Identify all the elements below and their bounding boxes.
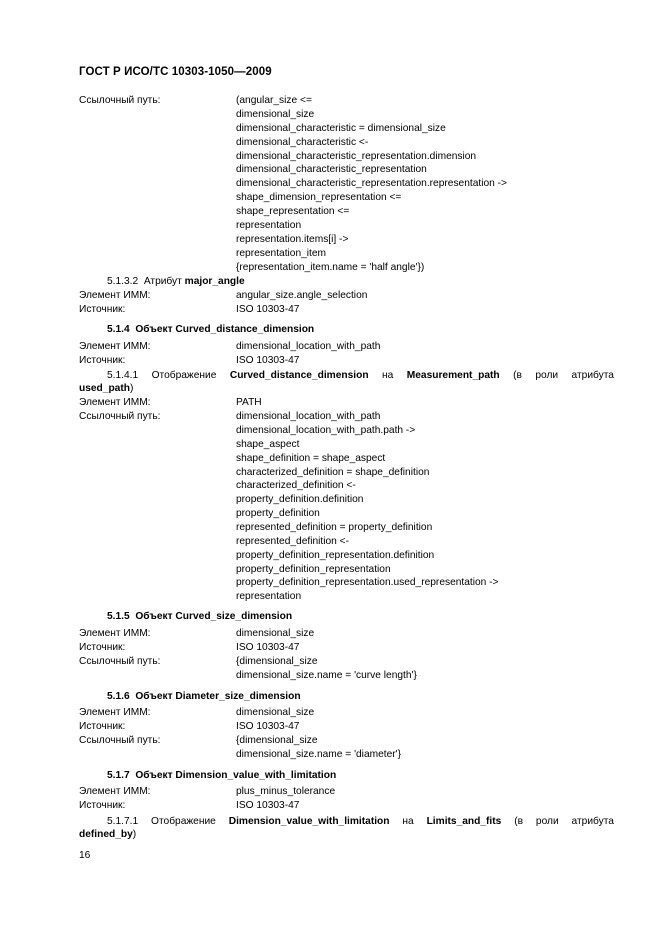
subsection-5-1-7-1 — [107, 815, 614, 828]
ref-path-label: Ссылочный путь: — [79, 656, 161, 667]
subsection-5-1-4-1 — [107, 369, 614, 382]
subsection-5-1-3-2 — [107, 275, 245, 288]
subsection-number: 5.1.3.2 — [107, 276, 139, 287]
path-line: dimensional_size — [236, 109, 315, 120]
subsection-prefix: Атрибут — [143, 276, 182, 287]
path-line: represented_definition <- — [236, 536, 349, 547]
path-line: dimensional_characteristic_representation.representation -> — [236, 178, 507, 189]
text-word: роли — [535, 816, 559, 827]
text-word: (в — [513, 370, 522, 381]
path-line: dimensional_size.name = 'curve length'} — [236, 670, 417, 681]
text-word: роли — [535, 370, 559, 381]
text-word: атрибута — [571, 370, 614, 381]
section-5-1-7 — [107, 769, 336, 782]
path-line: dimensional_characteristic_representation.dimension — [236, 151, 477, 162]
element-label: Элемент ИММ: — [79, 397, 151, 408]
closing-paren: ) — [132, 829, 137, 840]
text-word: на — [402, 816, 414, 827]
text-word: (в — [514, 816, 524, 827]
attribute-name: major_angle — [184, 276, 245, 287]
source-value: ISO 10303-47 — [236, 355, 300, 366]
source-label: Источник: — [79, 800, 126, 811]
text-word: Отображение — [151, 370, 217, 381]
path-line: characterized_definition = shape_definition — [236, 467, 430, 478]
attribute-name: defined_by — [79, 829, 133, 840]
source-label: Источник: — [79, 355, 126, 366]
entity-name: Curved_distance_dimension — [229, 370, 369, 381]
text-word: Отображение — [151, 816, 216, 827]
path-line: property_definition_representation.definition — [236, 550, 435, 561]
section-title: Объект Curved_distance_dimension — [135, 324, 315, 335]
path-line: dimensional_characteristic = dimensional_size — [236, 123, 446, 134]
section-number: 5.1.4 — [107, 324, 130, 335]
path-line: characterized_definition <- — [236, 480, 356, 491]
path-line: dimensional_location_with_path — [236, 411, 381, 422]
element-value: dimensional_location_with_path — [236, 341, 381, 352]
section-5-1-4 — [107, 323, 314, 336]
section-title: Объект Curved_size_dimension — [135, 611, 293, 622]
path-line: shape_dimension_representation <= — [236, 192, 402, 203]
entity-name: Limits_and_fits — [426, 816, 502, 827]
source-value: ISO 10303-47 — [236, 304, 300, 315]
path-line: representation_item — [236, 248, 327, 259]
entity-name: Measurement_path — [406, 370, 500, 381]
text-word: на — [382, 370, 394, 381]
path-line: {dimensional_size — [236, 735, 318, 746]
source-value: ISO 10303-47 — [236, 642, 300, 653]
source-label: Источник: — [79, 642, 126, 653]
element-label: Элемент ИММ: — [79, 786, 151, 797]
element-label: Элемент ИММ: — [79, 707, 151, 718]
element-label: Элемент ИММ: — [79, 290, 151, 301]
subsection-number: 5.1.7.1 — [107, 816, 139, 827]
section-title: Объект Diameter_size_dimension — [135, 691, 301, 702]
path-line: (angular_size <= — [236, 95, 312, 106]
continuation-line — [79, 382, 133, 395]
path-line: dimensional_characteristic <- — [236, 137, 369, 148]
path-line: {dimensional_size — [236, 656, 318, 667]
source-label: Источник: — [79, 721, 126, 732]
element-value: dimensional_size — [236, 628, 315, 639]
section-number: 5.1.7 — [107, 770, 130, 781]
path-line: dimensional_location_with_path.path -> — [236, 425, 416, 436]
element-value: plus_minus_tolerance — [236, 786, 336, 797]
section-5-1-5 — [107, 610, 292, 623]
path-line: property_definition — [236, 508, 320, 519]
element-label: Элемент ИММ: — [79, 341, 151, 352]
subsection-number: 5.1.4.1 — [107, 370, 139, 381]
element-value: angular_size.angle_selection — [236, 290, 368, 301]
document-header: ГОСТ Р ИСО/ТС 10303-1050—2009 — [79, 66, 272, 78]
section-title: Объект Dimension_value_with_limitation — [135, 770, 337, 781]
page-number: 16 — [79, 850, 91, 861]
attribute-name: used_path — [79, 383, 130, 394]
section-5-1-6 — [107, 690, 301, 703]
source-value: ISO 10303-47 — [236, 800, 300, 811]
section-number: 5.1.5 — [107, 611, 130, 622]
source-value: ISO 10303-47 — [236, 721, 300, 732]
element-value: PATH — [236, 397, 262, 408]
path-line: property_definition_representation — [236, 564, 391, 575]
source-label: Источник: — [79, 304, 126, 315]
path-line: represented_definition = property_definition — [236, 522, 433, 533]
path-line: {representation_item.name = 'half angle'}) — [236, 262, 425, 273]
ref-path-label: Ссылочный путь: — [79, 95, 161, 106]
closing-paren: ) — [129, 383, 134, 394]
path-line: shape_aspect — [236, 439, 300, 450]
text-word: атрибута — [571, 816, 614, 827]
ref-path-label: Ссылочный путь: — [79, 411, 161, 422]
path-line: property_definition_representation.used_representation -> — [236, 577, 499, 588]
path-line: representation — [236, 220, 302, 231]
path-line: shape_representation <= — [236, 206, 350, 217]
continuation-line — [79, 828, 136, 841]
path-line: representation.items[i] -> — [236, 234, 349, 245]
path-line: property_definition.definition — [236, 494, 364, 505]
path-line: dimensional_characteristic_representation — [236, 164, 427, 175]
path-line: dimensional_size.name = 'diameter'} — [236, 749, 401, 760]
element-label: Элемент ИММ: — [79, 628, 151, 639]
ref-path-label: Ссылочный путь: — [79, 735, 161, 746]
path-line: shape_definition = shape_aspect — [236, 453, 386, 464]
path-line: representation — [236, 591, 302, 602]
section-number: 5.1.6 — [107, 691, 130, 702]
entity-name: Dimension_value_with_limitation — [228, 816, 390, 827]
element-value: dimensional_size — [236, 707, 315, 718]
